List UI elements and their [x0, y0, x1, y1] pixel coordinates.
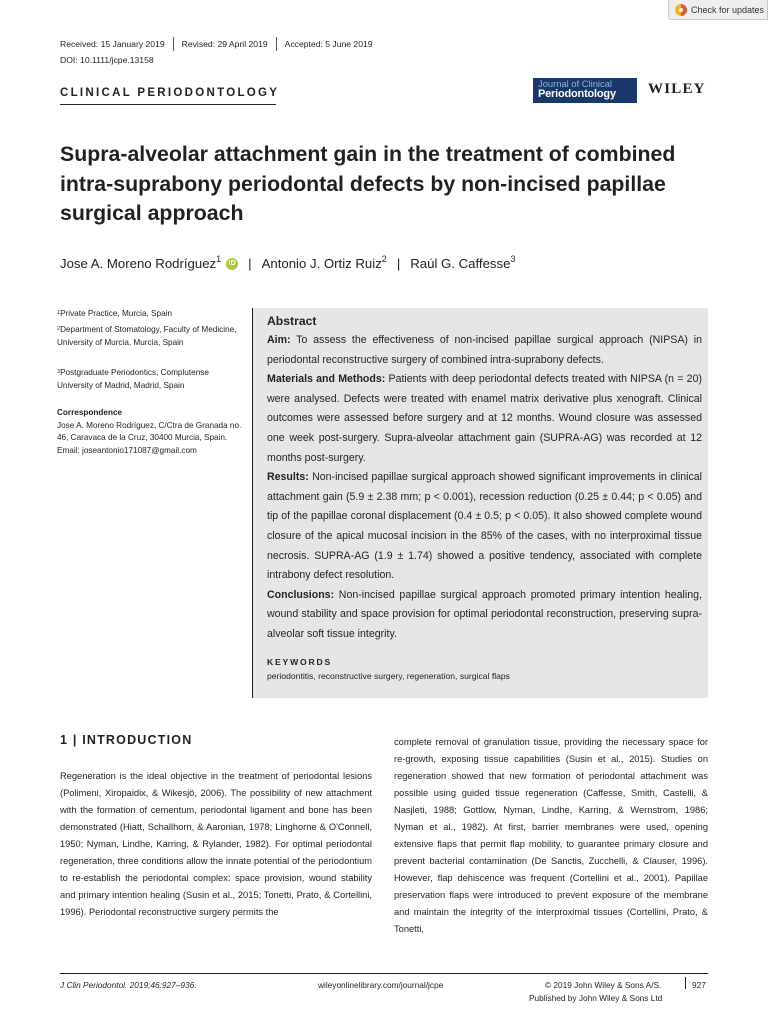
author-affiliation-marker: 2 [381, 254, 387, 264]
doi-link[interactable]: DOI: 10.1111/jcpe.13158 [60, 55, 154, 65]
author-name[interactable]: Antonio J. Ortiz Ruiz [261, 256, 382, 271]
author-list [60, 256, 515, 271]
affiliation-text: Postgraduate Periodontics, Complutense University of Madrid, Madrid, Spain [57, 368, 209, 390]
footer-citation: J Clin Periodontol. 2019;46:927–936. [60, 980, 197, 990]
author-name[interactable]: Jose A. Moreno Rodríguez [60, 256, 217, 271]
correspondence-address: Jose A. Moreno Rodríguez, C/Ctra de Granada no. 46, Caravaca de la Cruz, 30400 Murcia, Spain. [57, 420, 242, 443]
footer-journal-url[interactable]: wileyonlinelibrary.com/journal/jcpe [318, 980, 444, 990]
affiliation-text: Department of Stomatology, Faculty of Medicine, University of Murcia, Murcia, Spain [57, 325, 237, 347]
publisher-logo: WILEY [648, 81, 706, 97]
correspondence-heading: Correspondence [57, 408, 123, 417]
journal-logo [533, 78, 637, 103]
abstract-section-label: Conclusions: [267, 588, 335, 601]
affiliation [57, 308, 247, 321]
abstract-section-label: Aim: [267, 334, 291, 346]
footer-divider [685, 977, 686, 989]
abstract-aim [267, 331, 702, 370]
keywords-heading: KEYWORDS [267, 656, 333, 667]
article-dates [60, 37, 373, 51]
footer-copyright: © 2019 John Wiley & Sons A/S. [545, 980, 662, 990]
affiliation-marker: 3 [57, 369, 61, 375]
abstract-methods [267, 370, 702, 468]
page-number: 927 [692, 980, 706, 990]
author-affiliation-marker: 1 [216, 254, 222, 264]
abstract-section-text: Non-incised papillae surgical approach showed significant improvements in clinical attachment gain (5.9 ± 2.38 mm; p < 0.001), recession reduction (0.25 ± 0.44; p < 0.05) and tip of the papillae coronal displacement (0.4 ± 0.5; p < 0.05). It also showed complete wound closure of the apical mucosal incision in the 85% of the cases, with no interproximal tissue necrosis. SUPRA-AG (1.9 ± 1.74) showed a positive tendency, associated with complete intrabony defect resolution. [267, 471, 702, 582]
abstract-conclusions [267, 586, 702, 645]
journal-logo-line2: Periodontology [538, 87, 616, 100]
check-for-updates-label: Check for updates [691, 4, 765, 15]
footer-rule [60, 973, 708, 974]
correspondence-email[interactable]: Email: joseantonio171087@gmail.com [57, 446, 197, 456]
author-separator: | [248, 256, 252, 271]
crossmark-icon [675, 4, 687, 16]
body-text-left-column: Regeneration is the ideal objective in the treatment of periodontal lesions (Polimeni, Xiropaidix, & Wikesjö, 2006). The possibility of new attachment with the formation of cementum, periodontal ligament and bone has been demonstrated (Hiatt, Schallhorn, & Aaronian, 1978; Linghorne & O'Connell, 1950; Nyman, Lindhe, Karring, & Rylander, 1982). For optimal periodontal regeneration, three conditions allow the innate potential of the periodontium to re-establish the periodontal complex: space provision, wound stability and primary intention healing (Susin et al., 2015; Tonetti, Prato, & Cortellini, 1996). Periodontal reconstructive surgery permits the [60, 771, 372, 917]
received-date: Received: 15 January 2019 [60, 39, 165, 49]
abstract-section-label: Materials and Methods: [267, 373, 386, 386]
date-divider [276, 37, 277, 51]
abstract-section-text: Patients with deep periodontal defects treated with NIPSA (n = 20) were analysed. Defects were treated with enamel matrix derivative plus xenograft. Clinical outcomes were assessed before surgery and at 12 months. Wound closure was assessed one week post-surgery. Supra-alveolar attachment gain (SUPRA-AG) was recorded at 12 months post-surgery. [267, 373, 702, 464]
abstract-section-text: Non-incised papillae surgical approach promoted primary intention healing, wound stability and space provision for optimal periodontal reconstruction, preserving supra-alveolar soft tissue integrity. [267, 588, 702, 640]
journal-logo-line1: Journal of Clinical [538, 78, 612, 89]
affiliation-marker: 1 [57, 310, 61, 316]
revised-date: Revised: 29 April 2019 [181, 39, 268, 49]
author-affiliation-marker: 3 [510, 254, 516, 264]
keywords-list: periodontitis, reconstructive surgery, regeneration, surgical flaps [267, 670, 510, 681]
introduction-heading: 1 | INTRODUCTION [60, 733, 193, 747]
date-divider [173, 37, 174, 51]
author-name[interactable]: Raúl G. Caffesse [410, 256, 511, 271]
orcid-icon[interactable]: iD [226, 258, 238, 270]
accepted-date: Accepted: 5 June 2019 [284, 39, 373, 49]
author-separator: | [396, 256, 401, 271]
article-title: Supra-alveolar attachment gain in the treatment of combined intra-suprabony periodontal defects by non-incised papillae surgical approach [60, 142, 676, 225]
section-label: CLINICAL PERIODONTOLOGY [60, 87, 280, 99]
abstract-heading: Abstract [267, 314, 317, 328]
abstract-box [252, 308, 708, 698]
affiliation-text: Private Practice, Murcia, Spain [60, 309, 173, 318]
affiliation [57, 367, 247, 392]
abstract-results [267, 468, 702, 586]
body-text-right-column: complete removal of granulation tissue, providing the necessary space for re-growth, exposing tissue capabilities (Susin et al., 2015). Studies on regeneration showed that new formation of periodontal attachment was possible using guided tissue regeneration (Caffesse, Smith, Castelli, & Nasjleti, 1988; Gottlow, Nyman, Lindhe, Karring, & Wernstrom, 1986; Nyman et al., 1982). At first, barrier membranes were used, opening extensive flaps that permit flap mobility, to guarantee primary closure and prevent bacterial contamination (De Sanctis, Zucchelli, & Clauser, 1996). However, flap dehiscence was frequent (Cortellini et al., 2001). Papillae preservation flaps were introduced to prevent exposure of the membrane and maintain the integrity of the interproximal tissues (Cortellini, Prato, & Tonetti, [394, 737, 708, 934]
affiliation-marker: 2 [57, 326, 61, 332]
abstract-section-text: To assess the effectiveness of non-incised papillae surgical approach (NIPSA) in periodontal reconstructive surgery of combined intra-suprabony defects. [267, 334, 702, 366]
check-for-updates-button[interactable] [668, 0, 768, 20]
affiliation [57, 324, 247, 349]
correspondence-block [57, 407, 247, 458]
section-underline [60, 104, 276, 105]
abstract-section-label: Results: [267, 471, 309, 484]
footer-publisher: Published by John Wiley & Sons Ltd [529, 993, 663, 1003]
